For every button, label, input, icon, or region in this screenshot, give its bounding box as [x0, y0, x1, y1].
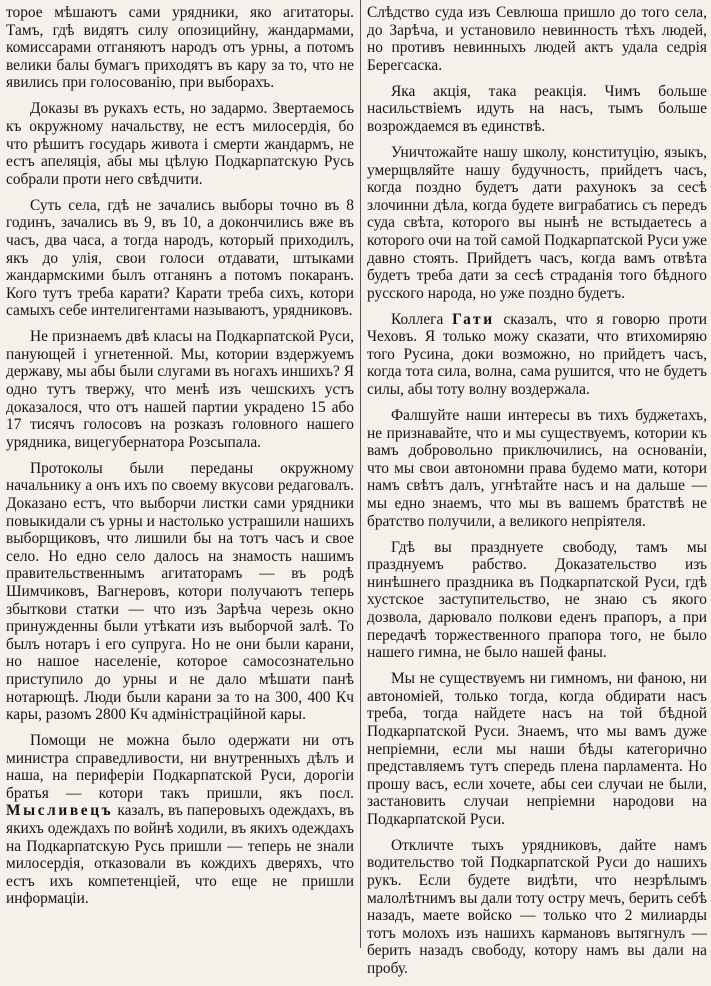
paragraph: Доказы въ рукахъ есть, но задармо. Звертаемось къ окружному начальству, не естъ милосердія, бо что рѣшитъ государь живота і смерти жандармъ, не естъ апеляція, абы мы цѣлую Подкарпатскую Русь собрали проти него свѣдчити.: [6, 100, 354, 188]
right-column: [367, 4, 707, 986]
left-column: [6, 4, 354, 916]
paragraph: Не признаемъ двѣ класы на Подкарпатской Руси, панующей і угнетенной. Мы, котории вздержуемъ державу, мы абы были слугами въ ногахъ иншихъ? Я одно тутъ твержу, что менѣ изъ чешскихъ устъ доказалося, что отъ нашей партии украдено 15 або 17 тисячъ голосовъ на розказъ головного нашего урядника, вицегубернатора Розсыпала.: [6, 328, 354, 451]
paragraph: Суть села, гдѣ не зачались выборы точно въ 8 годинъ, зачались въ 9, въ 10, а докончились вже въ часъ, два часа, а тогда народъ, который приходилъ, якъ до улія, свои голоси отдавати, штыками жандармскими былъ отганянъ а потомъ покаранъ. Кого тутъ треба карати? Карати треба сихъ, котори самыхъ себе интелигентами называютъ, урядниковъ.: [6, 196, 354, 320]
paragraph-text: Коллега: [391, 310, 453, 328]
paragraph: Слѣдство суда изъ Севлюша пришло до того села, до Зарѣча, и установило невинность тѣхъ людей, но противъ невинныхъ людей актъ удала седрія Берегсаска.: [367, 4, 707, 74]
paragraph: [367, 311, 707, 399]
paragraph: Уничтожайте нашу школу, конституцію, языкъ, умерщвляйте нашу будучность, прийдетъ часъ, когда поздно будетъ дати рахунокъ за сесѣ злочинни дѣла, когда будете виграбатись съ передъ суда свѣта, которого вы нынѣ не встыдаетесь а которого очи на той самой Подкарпатской Руси уже давно стоять. Прийдетъ часъ, когда вамъ отвѣта будетъ треба дати за сесѣ страданія того бѣдного русского народа, но уже поздно будетъ.: [367, 143, 707, 302]
paragraph: Яка акція, така реакція. Чимъ больше насильствіемъ идуть на насъ, тымъ больше возрождаемся въ единствѣ.: [367, 82, 707, 135]
paragraph-text: Помощи не можна было одержати ни отъ министра справедливости, ни внутренныхъ дѣлъ и нашa, на периферіи Подкарпатской Руси, дорогіи братья — котори такъ пришли, якъ посл.: [6, 732, 354, 802]
paragraph: Мы не существуемъ ни гимномъ, ни фаною, ни автономіей, только тогда, когда обдирати насъ треба, тогда найдете насъ на той бѣдной Подкарпатской Руси. Знаемъ, что мы вамъ дуже непріемни, если мы наши бѣды категорично представляемъ тутъ спередь плена парламента. Но прошу васъ, если хочете, абы сеи случаи не были, застановить случаи непріемни народови на Подкарпатской Руси.: [367, 670, 707, 828]
paragraph-text: сказалъ, что я говорю проти Чеховъ. Я только можу сказати, что втихомиряю того Русина, доки возможно, но прийдетъ часъ, когда тота сила, волна, сама рушится, что не будетъ силы, абы тоту волну воздержала.: [367, 310, 707, 399]
speaker-name: Гати: [452, 310, 495, 328]
paragraph: торое мѣшаютъ сами урядники, яко агитаторы. Тамъ, гдѣ видятъ силу опозицийну, жандармами, комиссарами отганяютъ народъ отъ урны, а потомъ велики балы бумагъ приходятъ въ кару за то, что не явились при голосованію, при выборахъ.: [6, 4, 354, 92]
paragraph: Фалшуйте наши интересы въ тихъ буджетахъ, не признавайте, что и мы существуемъ, котории къ вамъ добровольно приключились, на основаніи, что мы свои автономни права будемо мати, котори намъ свѣтъ далъ, угнѣтайте насъ и на дальше — мы едно знаемъ, что мы въ вашемъ братствѣ не братство получили, а великого непріятеля.: [367, 407, 707, 530]
paragraph: Протоколы были переданы окружному начальнику а онъ ихъ по своему вкусови редаговалъ. Доказано естъ, что выборчи листки сами урядники повыкидали съ урны и настолько устрашили нашихъ выборщиковъ, что лишили бы на тотъ часъ и свое село. Но едно село далось на знамость нашимъ правительственнымъ агитаторамъ — въ родѣ Шимчиковъ, Вагнеровъ, котори получаютъ теперь збыткови статки — что изъ Зарѣча черезь окно принужденны были утѣкати изъ выборчой залѣ. То былъ нотаръ і его супруга. Но не они были карани, но нашое населеніе, которое самосознательно приступило до урны и не дало мѣшати панѣ нотарющѣ. Люди были карани за то на 300, 400 Кч кары, разомъ 2800 Кч адміністраційной кары.: [6, 459, 354, 724]
paragraph: [6, 732, 354, 908]
column-divider: [360, 0, 361, 948]
paragraph: Гдѣ вы празднуете свободу, тамъ мы празднуемъ рабство. Доказательство изъ нинѣшнего праздника въ Подкарпатской Руси, гдѣ хустское заступительство, не знаю съ якого дозвола, дарювало полкови еденъ прапоръ, а при передачѣ торжественного прапора того, не было нашего гимна, не было нашей фаны.: [367, 538, 707, 662]
speaker-name: Мысливецъ: [6, 802, 114, 820]
paragraph: Откличте тыхъ урядниковъ, дайте намъ водительство той Подкарпатской Руси до нашихъ рукъ. Если будете видѣти, что незрѣлымъ малолѣтнимъ вы дали тоту остру мечъ, берить себѣ назадъ, маете войско — только что 2 милиарды тотъ молохъ изъ нашихъ кармановъ вытягнулъ — берить назадъ свободу, котору намъ вы дали на пробу.: [367, 836, 707, 978]
paragraph-text: казалъ, въ паперовыхъ одеждахъ, въ якихъ одеждахъ по войнѣ ходили, въ якихъ одеждахъ на Подкарпатскую Русь пришли — теперь не знали милосердія, отказовали въ кождихъ дверяхъ, что естъ ихъ компетенціей, что еще не пришли информаціи.: [6, 802, 354, 908]
